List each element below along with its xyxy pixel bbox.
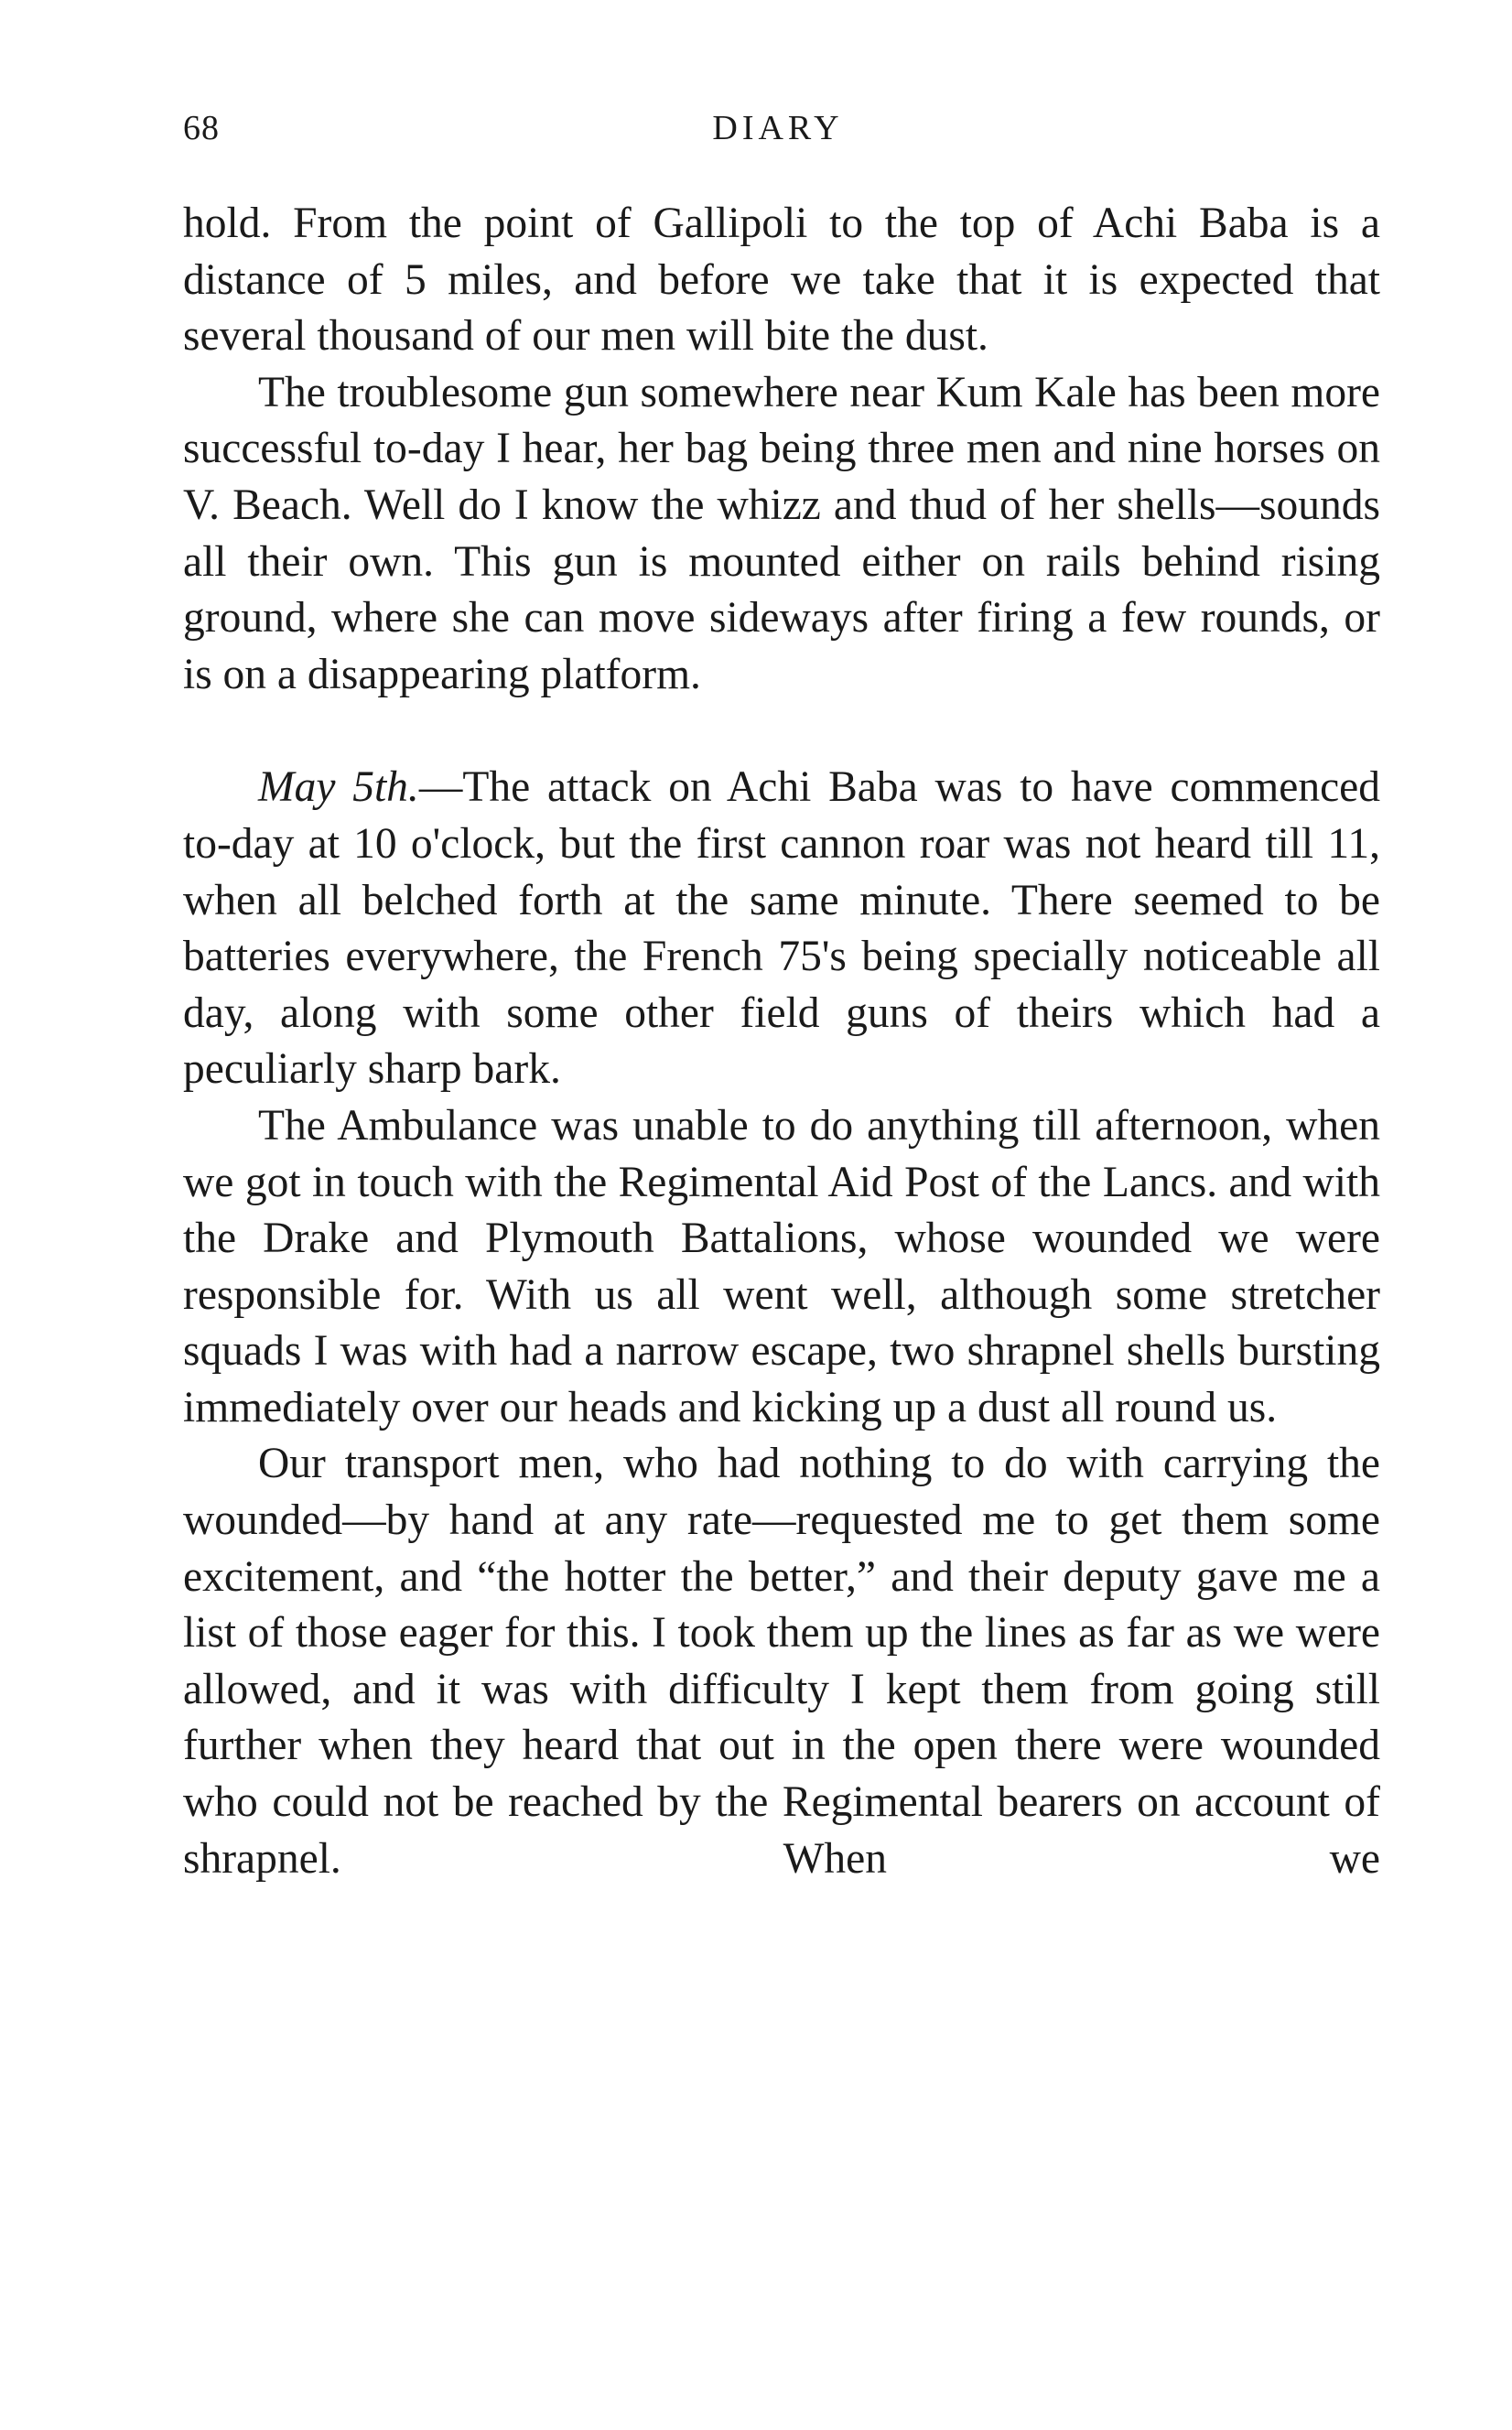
paragraph-continued: hold. From the point of Gallipoli to the top of Achi Baba is a distance of 5 miles, and before we take that it is expected that several thousand of our men will bite the dust. <box>183 200 1380 361</box>
page-header <box>183 108 1373 163</box>
entry-date: May 5th. <box>258 763 419 812</box>
page-number: 68 <box>183 109 220 147</box>
running-title: DIARY <box>712 109 844 147</box>
diary-entry-may-5 <box>183 760 1380 1098</box>
paragraph-ambulance: The Ambulance was unable to do anything till afternoon, when we got in touch with the Regimental Aid Post of the Lancs. and with the Drake and Plymouth Battalions, whose wounded we were responsible for. With us all went well, although some stretcher squads I was with had a narrow escape, two shrapnel shells bursting immediately over our heads and kicking up a dust all round us. <box>183 1101 1380 1431</box>
paragraph-transport-men: Our transport men, who had nothing to do with carrying the wounded—by hand at any rate—requested me to get them some excitement, and “the hotter the better,” and their deputy gave me a list of those eager for this. I took them up the lines as far as we were allowed, and it was with difficulty I kept them from going still further when they heard that out in the open there were wounded who could not be reached by the Regimental bearers on account of shrapnel. When we <box>183 1440 1380 1883</box>
entry-opening-text: —The attack on Achi Baba was to have commenced to-day at 10 o'clock, but the first cannon roar was not heard till 11, when all belched forth at the same minute. There seemed to be batteries everywhere, the French 75's being specially noticeable all day, along with some other field guns of theirs which had a peculiarly sharp bark. <box>183 763 1380 1094</box>
paragraph-kum-kale-gun: The troublesome gun somewhere near Kum Kale has been more successful to-day I hear, her bag being three men and nine horses on V. Beach. Well do I know the whizz and thud of her shells—sounds all their own. This gun is mounted either on rails behind rising ground, where she can move sideways after firing a few rounds, or is on a disappearing platform. <box>183 368 1380 698</box>
body-text <box>183 196 1380 1887</box>
